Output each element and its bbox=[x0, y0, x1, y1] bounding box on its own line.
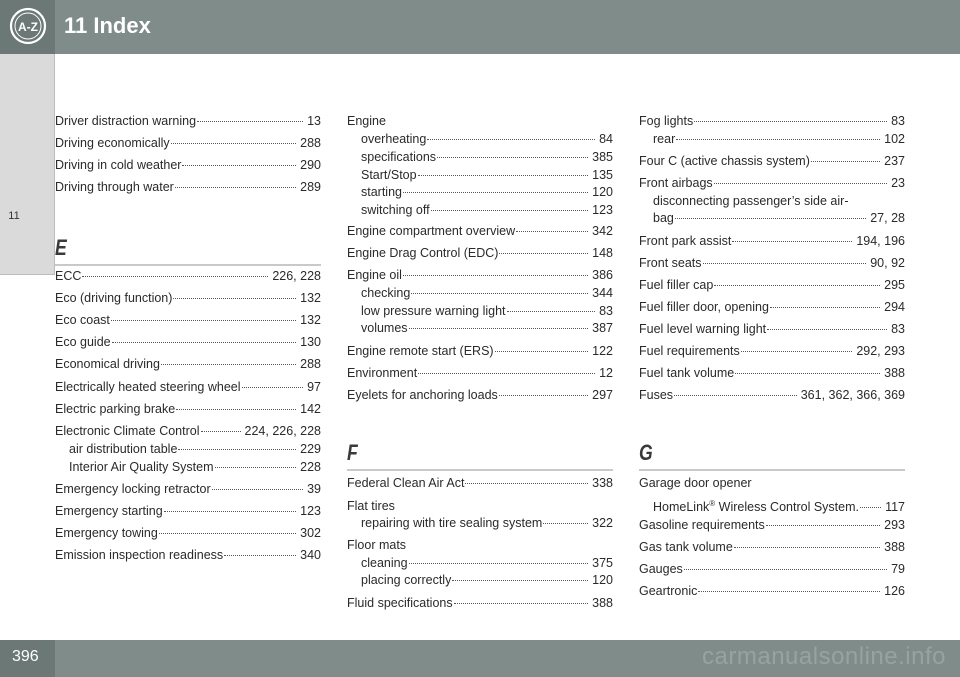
index-subentry bbox=[653, 496, 905, 515]
entry-term: checking bbox=[361, 286, 411, 300]
entry-term: specifications bbox=[361, 150, 437, 164]
leader-dots bbox=[427, 139, 595, 140]
leader-dots bbox=[507, 311, 596, 312]
leader-dots bbox=[495, 351, 589, 352]
entry-term: Fuel level warning light bbox=[639, 322, 767, 336]
index-entry bbox=[55, 180, 321, 195]
index-entry bbox=[55, 269, 321, 284]
chapter-header bbox=[0, 0, 960, 54]
leader-dots bbox=[811, 161, 880, 162]
entry-page: 194, 196 bbox=[856, 234, 905, 248]
index-entry bbox=[347, 268, 613, 283]
entry-page: 123 bbox=[300, 504, 321, 518]
index-entry bbox=[55, 114, 321, 129]
entry-term: volumes bbox=[361, 321, 408, 335]
leader-dots bbox=[164, 511, 296, 512]
leader-dots bbox=[770, 307, 880, 308]
entry-term: ECC bbox=[55, 269, 82, 283]
entry-term: Flat tires bbox=[347, 499, 395, 513]
index-subentry bbox=[361, 132, 613, 147]
entry-term: low pressure warning light bbox=[361, 304, 506, 318]
entry-page: 237 bbox=[884, 154, 905, 168]
entry-term: Engine Drag Control (EDC) bbox=[347, 246, 499, 260]
leader-dots bbox=[499, 395, 588, 396]
index-entry bbox=[639, 518, 905, 533]
index-subentry bbox=[361, 304, 613, 319]
leader-dots bbox=[767, 329, 887, 330]
leader-dots bbox=[212, 489, 303, 490]
entry-page: 120 bbox=[592, 185, 613, 199]
entry-term bbox=[653, 496, 859, 515]
index-entry bbox=[639, 388, 905, 403]
leader-dots bbox=[403, 275, 588, 276]
leader-dots bbox=[766, 525, 880, 526]
svg-text:A-Z: A-Z bbox=[18, 20, 38, 34]
index-entry bbox=[347, 499, 613, 514]
index-subentry bbox=[69, 460, 321, 475]
index-entry bbox=[639, 256, 905, 271]
index-entry bbox=[639, 278, 905, 293]
index-entry bbox=[639, 154, 905, 169]
index-subentry bbox=[361, 150, 613, 165]
entry-term: Economical driving bbox=[55, 357, 160, 371]
entry-page: 292, 293 bbox=[856, 344, 905, 358]
entry-page: 142 bbox=[300, 402, 321, 416]
index-entry bbox=[55, 548, 321, 563]
index-subentry bbox=[361, 203, 613, 218]
entry-page: 130 bbox=[300, 335, 321, 349]
entry-term: Floor mats bbox=[347, 538, 407, 552]
entry-term: Electric parking brake bbox=[55, 402, 176, 416]
leader-dots bbox=[714, 285, 880, 286]
index-entry bbox=[347, 246, 613, 261]
index-entry bbox=[55, 402, 321, 417]
index-entry bbox=[55, 136, 321, 151]
entry-term: Front seats bbox=[639, 256, 702, 270]
chapter-icon-tab bbox=[0, 0, 55, 54]
index-entry bbox=[347, 538, 613, 553]
index-subentry bbox=[361, 573, 613, 588]
entry-term: air distribution table bbox=[69, 442, 178, 456]
leader-dots bbox=[224, 555, 296, 556]
index-entry bbox=[347, 596, 613, 611]
leader-dots bbox=[741, 351, 853, 352]
entry-term: Emergency starting bbox=[55, 504, 163, 518]
page-number: 396 bbox=[12, 648, 39, 665]
entry-page: 148 bbox=[592, 246, 613, 260]
leader-dots bbox=[714, 183, 887, 184]
leader-dots bbox=[703, 263, 867, 264]
section-letter: E bbox=[55, 235, 67, 260]
entry-term: Interior Air Quality System bbox=[69, 460, 214, 474]
entry-page: 387 bbox=[592, 321, 613, 335]
registered-mark: ® bbox=[709, 499, 716, 508]
entry-term: Fog lights bbox=[639, 114, 694, 128]
leader-dots bbox=[82, 276, 268, 277]
entry-page: 344 bbox=[592, 286, 613, 300]
leader-dots bbox=[171, 143, 297, 144]
leader-dots bbox=[698, 591, 880, 592]
leader-dots bbox=[159, 533, 296, 534]
index-entry bbox=[55, 526, 321, 541]
entry-page: 361, 362, 366, 369 bbox=[800, 388, 905, 402]
entry-page: 388 bbox=[884, 540, 905, 554]
leader-dots bbox=[516, 231, 588, 232]
entry-term: Electrically heated steering wheel bbox=[55, 380, 241, 394]
index-entry bbox=[55, 482, 321, 497]
index-subentry bbox=[653, 132, 905, 147]
leader-dots bbox=[182, 165, 296, 166]
index-entry bbox=[55, 313, 321, 328]
entry-page: 288 bbox=[300, 136, 321, 150]
index-entry bbox=[347, 366, 613, 381]
entry-page: 388 bbox=[592, 596, 613, 610]
entry-term: bag bbox=[653, 211, 674, 225]
leader-dots bbox=[197, 121, 303, 122]
entry-term: Eyelets for anchoring loads bbox=[347, 388, 498, 402]
entry-page: 386 bbox=[592, 268, 613, 282]
leader-dots bbox=[694, 121, 887, 122]
entry-term: Electronic Climate Control bbox=[55, 424, 200, 438]
section-letter: G bbox=[639, 440, 653, 465]
entry-page: 39 bbox=[307, 482, 321, 496]
entry-term: Eco coast bbox=[55, 313, 110, 327]
leader-dots bbox=[173, 298, 296, 299]
entry-page: 120 bbox=[592, 573, 613, 587]
leader-dots bbox=[215, 467, 297, 468]
entry-page: 135 bbox=[592, 168, 613, 182]
entry-page: 122 bbox=[592, 344, 613, 358]
entry-term: Emergency locking retractor bbox=[55, 482, 211, 496]
section-divider bbox=[347, 469, 613, 471]
index-entry bbox=[639, 344, 905, 359]
index-entry bbox=[55, 357, 321, 372]
entry-term: Geartronic bbox=[639, 584, 698, 598]
entry-page: 102 bbox=[884, 132, 905, 146]
entry-term: Eco (driving function) bbox=[55, 291, 173, 305]
entry-term: placing correctly bbox=[361, 573, 452, 587]
entry-page: 385 bbox=[592, 150, 613, 164]
leader-dots bbox=[161, 364, 296, 365]
entry-term: Fuel tank volume bbox=[639, 366, 735, 380]
index-entry bbox=[639, 300, 905, 315]
leader-dots bbox=[452, 580, 588, 581]
entry-term: Engine remote start (ERS) bbox=[347, 344, 494, 358]
entry-term: Front airbags bbox=[639, 176, 713, 190]
entry-page: 117 bbox=[885, 500, 905, 515]
index-entry bbox=[639, 476, 905, 491]
entry-term: Fuel filler door, opening bbox=[639, 300, 769, 314]
index-subentry bbox=[361, 321, 613, 336]
entry-page: 340 bbox=[300, 548, 321, 562]
entry-page: 90, 92 bbox=[870, 256, 905, 270]
index-entry bbox=[639, 234, 905, 249]
entry-term: Driving economically bbox=[55, 136, 170, 150]
entry-term: Environment bbox=[347, 366, 418, 380]
index-entry bbox=[55, 335, 321, 350]
entry-page: 83 bbox=[891, 322, 905, 336]
section-divider bbox=[639, 469, 905, 471]
leader-dots bbox=[111, 320, 296, 321]
entry-page: 13 bbox=[307, 114, 321, 128]
watermark: carmanualsonline.info bbox=[702, 643, 946, 670]
leader-dots bbox=[409, 328, 589, 329]
sidebar-chapter-number: 11 bbox=[8, 210, 20, 222]
leader-dots bbox=[543, 523, 588, 524]
index-entry bbox=[347, 224, 613, 239]
index-entry bbox=[639, 562, 905, 577]
index-subentry bbox=[361, 185, 613, 200]
entry-page: 322 bbox=[592, 516, 613, 530]
entry-page: 84 bbox=[599, 132, 613, 146]
leader-dots bbox=[409, 563, 589, 564]
index-subentry bbox=[653, 211, 905, 226]
entry-page: 297 bbox=[592, 388, 613, 402]
leader-dots bbox=[734, 547, 880, 548]
entry-page: 126 bbox=[884, 584, 905, 598]
leader-dots bbox=[176, 409, 296, 410]
leader-dots bbox=[860, 507, 881, 508]
leader-dots bbox=[242, 387, 304, 388]
entry-term: Emission inspection readiness bbox=[55, 548, 224, 562]
entry-term: Garage door opener bbox=[639, 476, 752, 490]
index-entry bbox=[639, 176, 905, 191]
page-footer bbox=[0, 640, 960, 677]
entry-page: 132 bbox=[300, 313, 321, 327]
entry-page: 338 bbox=[592, 476, 613, 490]
entry-term: Federal Clean Air Act bbox=[347, 476, 465, 490]
homelink-text: HomeLink bbox=[653, 500, 710, 515]
index-subentry bbox=[653, 194, 905, 209]
leader-dots bbox=[499, 253, 588, 254]
index-entry bbox=[55, 158, 321, 173]
leader-dots bbox=[437, 157, 588, 158]
entry-page: 123 bbox=[592, 203, 613, 217]
leader-dots bbox=[684, 569, 887, 570]
entry-page: 342 bbox=[592, 224, 613, 238]
leader-dots bbox=[175, 187, 296, 188]
entry-term: Driving through water bbox=[55, 180, 174, 194]
entry-page: 224, 226, 228 bbox=[244, 424, 321, 438]
entry-page: 79 bbox=[891, 562, 905, 576]
entry-page: 27, 28 bbox=[870, 211, 905, 225]
section-divider bbox=[55, 264, 321, 266]
entry-page: 83 bbox=[891, 114, 905, 128]
wireless-control-text: Wireless Control System. bbox=[715, 500, 859, 515]
index-subentry bbox=[361, 286, 613, 301]
entry-term: Start/Stop bbox=[361, 168, 417, 182]
entry-term: Fluid specifications bbox=[347, 596, 453, 610]
index-subentry bbox=[361, 168, 613, 183]
entry-term: rear bbox=[653, 132, 676, 146]
leader-dots bbox=[454, 603, 589, 604]
entry-page: 388 bbox=[884, 366, 905, 380]
chapter-sidebar-tab bbox=[0, 54, 55, 275]
entry-term: Engine oil bbox=[347, 268, 402, 282]
entry-term: Driver distraction warning bbox=[55, 114, 197, 128]
leader-dots bbox=[465, 483, 588, 484]
entry-page: 23 bbox=[891, 176, 905, 190]
entry-page: 228 bbox=[300, 460, 321, 474]
entry-page: 226, 228 bbox=[272, 269, 321, 283]
leader-dots bbox=[674, 395, 797, 396]
index-entry bbox=[639, 540, 905, 555]
entry-page: 293 bbox=[884, 518, 905, 532]
index-subentry bbox=[69, 442, 321, 457]
entry-term: Gasoline requirements bbox=[639, 518, 765, 532]
entry-term: Fuses bbox=[639, 388, 674, 402]
entry-term: Front park assist bbox=[639, 234, 732, 248]
index-subentry bbox=[361, 556, 613, 571]
entry-page: 288 bbox=[300, 357, 321, 371]
leader-dots bbox=[201, 431, 241, 432]
leader-dots bbox=[431, 210, 589, 211]
entry-term: Engine bbox=[347, 114, 386, 128]
entry-term: cleaning bbox=[361, 556, 408, 570]
a-z-circle-icon bbox=[8, 6, 48, 46]
entry-term: disconnecting passenger’s side air- bbox=[653, 194, 849, 208]
leader-dots bbox=[178, 449, 296, 450]
leader-dots bbox=[403, 192, 588, 193]
leader-dots bbox=[732, 241, 852, 242]
index-entry bbox=[347, 388, 613, 403]
index-entry bbox=[639, 366, 905, 381]
entry-page: 295 bbox=[884, 278, 905, 292]
entry-page: 229 bbox=[300, 442, 321, 456]
entry-page: 289 bbox=[300, 180, 321, 194]
index-entry bbox=[347, 476, 613, 491]
index-entry bbox=[639, 322, 905, 337]
entry-term: Fuel filler cap bbox=[639, 278, 714, 292]
entry-term: overheating bbox=[361, 132, 427, 146]
entry-term: Four C (active chassis system) bbox=[639, 154, 810, 168]
leader-dots bbox=[411, 293, 588, 294]
entry-page: 302 bbox=[300, 526, 321, 540]
leader-dots bbox=[418, 373, 595, 374]
leader-dots bbox=[735, 373, 880, 374]
index-entry bbox=[55, 380, 321, 395]
index-entry bbox=[55, 424, 321, 439]
entry-term: Engine compartment overview bbox=[347, 224, 516, 238]
entry-term: repairing with tire sealing system bbox=[361, 516, 543, 530]
page-number-tab bbox=[0, 640, 55, 677]
entry-term: Gauges bbox=[639, 562, 683, 576]
entry-page: 132 bbox=[300, 291, 321, 305]
chapter-title: 11 Index bbox=[64, 13, 151, 38]
index-entry bbox=[347, 114, 613, 129]
entry-term: starting bbox=[361, 185, 402, 199]
leader-dots bbox=[418, 175, 589, 176]
index-entry bbox=[347, 344, 613, 359]
index-entry bbox=[639, 114, 905, 129]
entry-term: Fuel requirements bbox=[639, 344, 740, 358]
leader-dots bbox=[675, 218, 866, 219]
entry-page: 294 bbox=[884, 300, 905, 314]
entry-page: 375 bbox=[592, 556, 613, 570]
entry-page: 97 bbox=[307, 380, 321, 394]
index-entry bbox=[639, 584, 905, 599]
index-subentry bbox=[361, 516, 613, 531]
entry-page: 290 bbox=[300, 158, 321, 172]
entry-page: 83 bbox=[599, 304, 613, 318]
index-entry bbox=[55, 291, 321, 306]
entry-term: switching off bbox=[361, 203, 430, 217]
index-entry bbox=[55, 504, 321, 519]
leader-dots bbox=[112, 342, 297, 343]
entry-term: Gas tank volume bbox=[639, 540, 733, 554]
entry-term: Driving in cold weather bbox=[55, 158, 182, 172]
entry-term: Emergency towing bbox=[55, 526, 158, 540]
entry-page: 12 bbox=[599, 366, 613, 380]
section-letter: F bbox=[347, 440, 358, 465]
entry-term: Eco guide bbox=[55, 335, 111, 349]
leader-dots bbox=[676, 139, 880, 140]
